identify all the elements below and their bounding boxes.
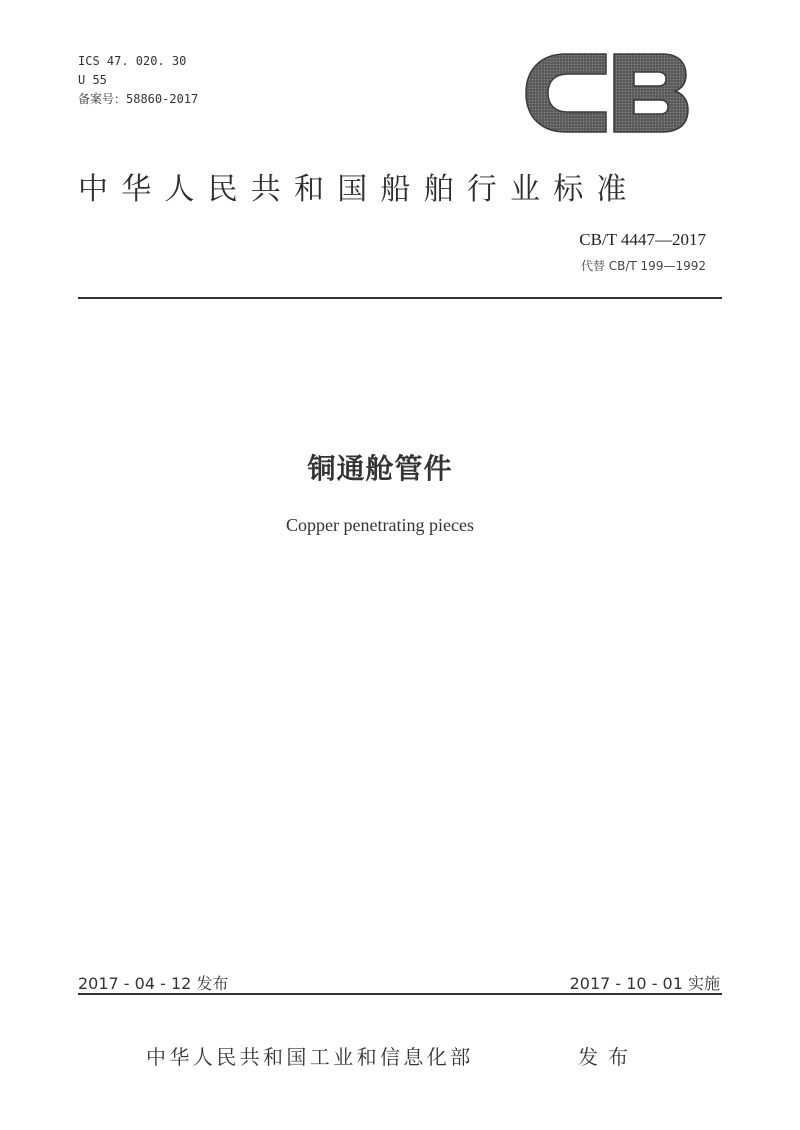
classification-code: U 55 (78, 73, 107, 87)
cb-logo (522, 48, 692, 138)
document-title-en: Copper penetrating pieces (286, 515, 474, 535)
ics-code: ICS 47. 020. 30 (78, 54, 187, 68)
standard-category-title: 中华人民共和国船舶行业标准 (78, 172, 640, 207)
document-title-cn: 铜通舱管件 (307, 452, 453, 485)
issue-date: 2017 - 04 - 12 发布 (78, 974, 229, 993)
standard-code: CB/T 4447—2017 (579, 230, 706, 249)
bottom-divider (78, 993, 722, 995)
issuing-authority: 中华人民共和国工业和信息化部 (146, 1045, 474, 1069)
top-divider (78, 297, 722, 299)
implementation-date: 2017 - 10 - 01 实施 (569, 974, 720, 993)
header-meta (78, 52, 198, 109)
replaces-standard: 代替 CB/T 199—1992 (580, 259, 706, 273)
record-number: 备案号：58860-2017 (78, 92, 199, 106)
issue-label: 发布 (578, 1045, 638, 1069)
